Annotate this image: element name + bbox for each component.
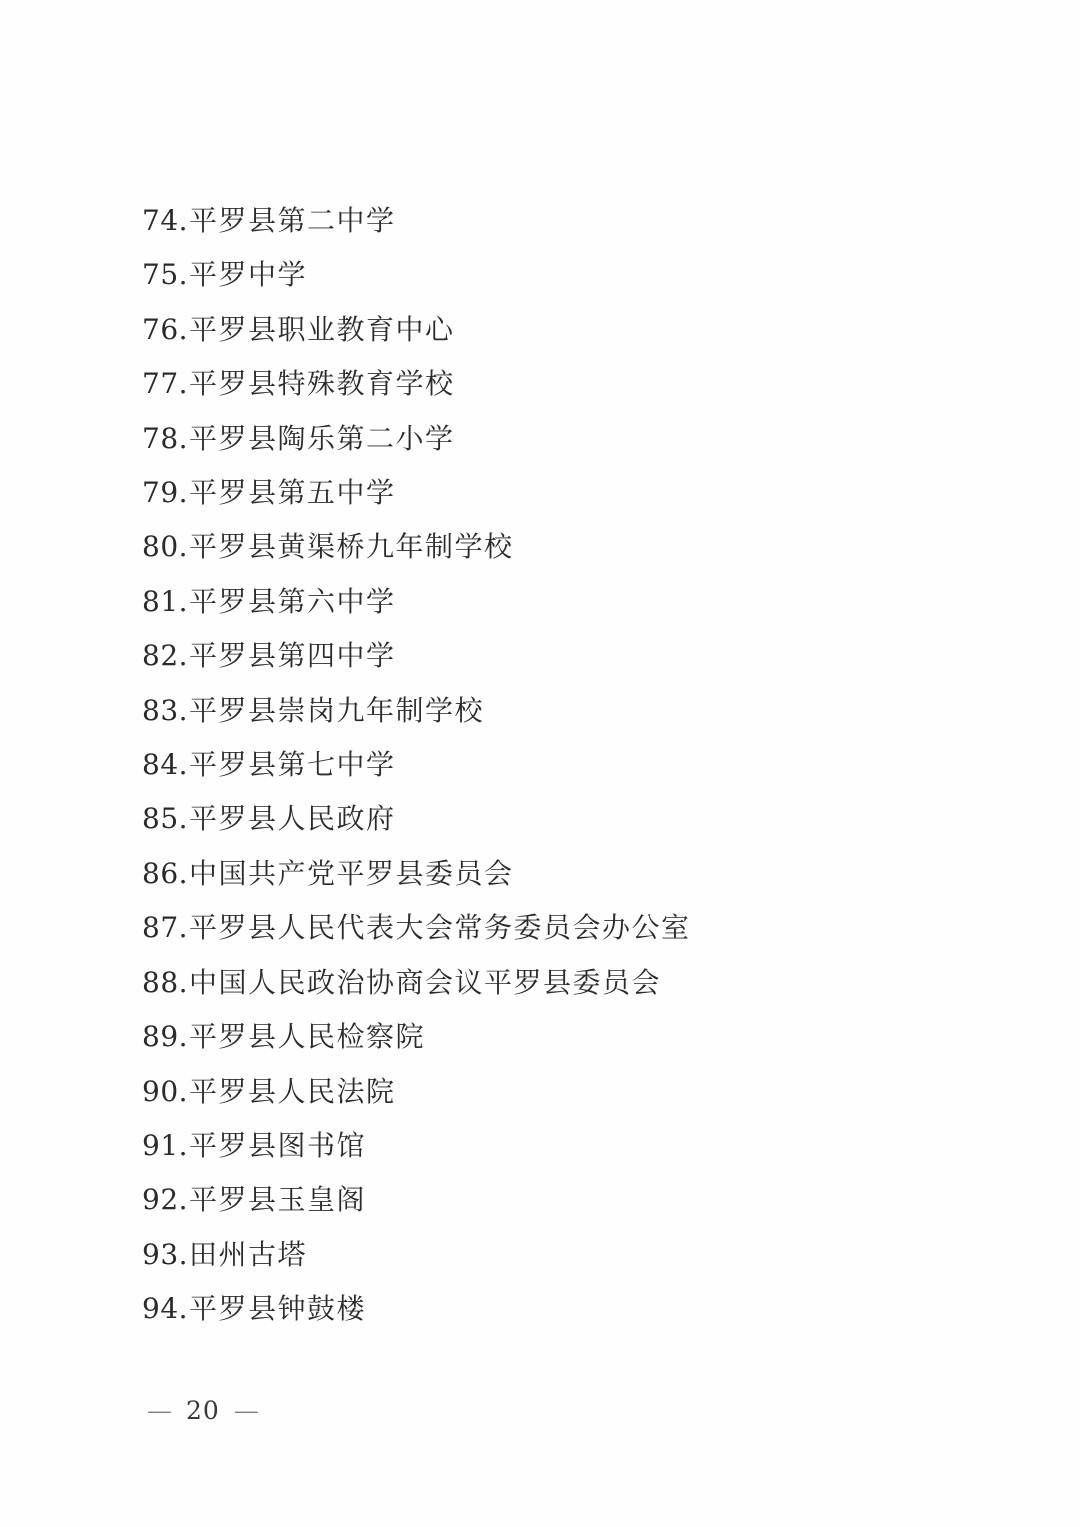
list-item (142, 1282, 691, 1336)
item-text: 平罗县第二中学 (189, 204, 396, 237)
item-number: 79. (142, 476, 189, 510)
list-item (142, 956, 691, 1010)
list-item (142, 847, 691, 901)
item-text: 平罗县陶乐第二小学 (189, 421, 455, 455)
list-item (142, 248, 691, 302)
item-number: 74. (142, 204, 189, 237)
item-text: 平罗县玉皇阁 (189, 1183, 367, 1217)
item-number: 87. (142, 911, 189, 945)
list-item (142, 1010, 691, 1064)
item-number: 92. (142, 1183, 189, 1217)
list-item (142, 1173, 691, 1227)
item-number: 85. (142, 802, 189, 836)
item-text: 中国共产党平罗县委员会 (189, 856, 514, 890)
item-number: 94. (142, 1292, 189, 1326)
item-text: 平罗县人民政府 (189, 802, 396, 836)
item-text: 平罗县人民检察院 (189, 1020, 426, 1054)
item-text: 平罗县图书馆 (189, 1128, 367, 1162)
list-item (142, 629, 691, 683)
item-text: 平罗县崇岗九年制学校 (189, 693, 485, 727)
item-number: 78. (142, 421, 189, 455)
page-number: 20 (186, 1396, 220, 1425)
item-number: 76. (142, 312, 189, 346)
item-number: 84. (142, 748, 189, 782)
item-number: 93. (142, 1237, 189, 1271)
list-item (142, 684, 691, 738)
list-item (142, 466, 691, 520)
item-number: 88. (142, 965, 189, 999)
list-item (142, 1119, 691, 1173)
item-text: 田州古塔 (189, 1237, 308, 1271)
item-text: 平罗县特殊教育学校 (189, 367, 455, 401)
item-number: 91. (142, 1128, 189, 1162)
item-number: 89. (142, 1020, 189, 1054)
item-number: 90. (142, 1074, 189, 1108)
item-text: 平罗县第六中学 (189, 584, 396, 618)
item-text: 平罗县钟鼓楼 (189, 1292, 367, 1326)
item-text: 平罗县人民代表大会常务委员会办公室 (189, 911, 691, 945)
item-number: 86. (142, 856, 189, 890)
item-number: 80. (142, 530, 189, 564)
list-item (142, 738, 691, 792)
footer-dash-right: — (233, 1398, 259, 1423)
list-item (142, 901, 691, 955)
item-text: 平罗县第五中学 (189, 476, 396, 510)
list-item (142, 792, 691, 846)
list-item (142, 357, 691, 411)
item-number: 77. (142, 367, 189, 401)
list-item (142, 575, 691, 629)
list-item (142, 1228, 691, 1282)
item-text: 中国人民政治协商会议平罗县委员会 (189, 965, 662, 999)
numbered-list (142, 194, 691, 1337)
item-number: 81. (142, 584, 189, 618)
footer-dash-left: — (147, 1398, 172, 1423)
list-item (142, 303, 691, 357)
list-item (142, 412, 691, 466)
list-item (142, 520, 691, 574)
item-text: 平罗中学 (189, 258, 308, 292)
item-text: 平罗县职业教育中心 (189, 312, 455, 346)
item-text: 平罗县黄渠桥九年制学校 (189, 530, 514, 564)
item-text: 平罗县人民法院 (189, 1074, 396, 1108)
item-text: 平罗县第七中学 (189, 748, 396, 782)
list-item (142, 194, 691, 248)
item-number: 82. (142, 639, 189, 673)
item-number: 83. (142, 693, 189, 727)
item-number: 75. (142, 258, 189, 292)
list-item (142, 1065, 691, 1119)
page-footer (147, 1396, 259, 1426)
item-text: 平罗县第四中学 (189, 639, 396, 673)
